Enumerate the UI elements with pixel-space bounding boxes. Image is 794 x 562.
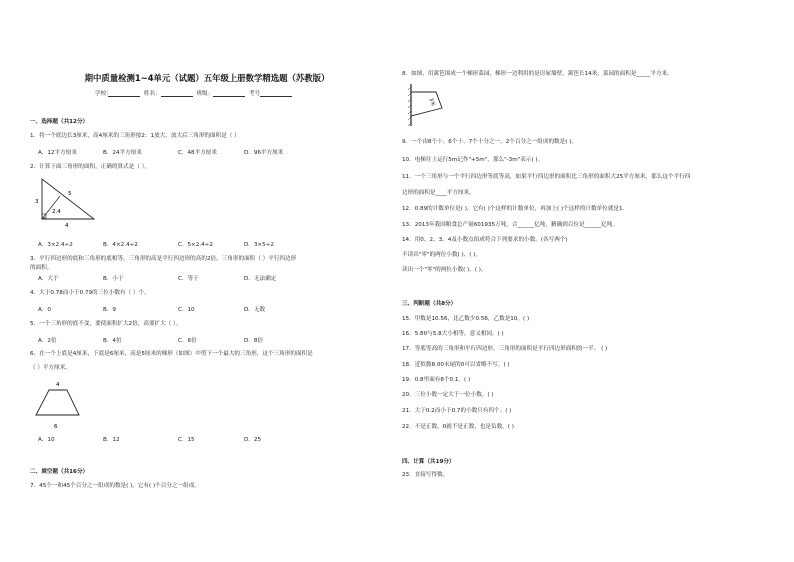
question-8: 8．如图，用篱笆围成一个梯形菜园，梯形一边利用的是房屋墙壁，篱笆长14米，菜园的面积是_____平方米。 [402, 71, 673, 77]
option: A．3×2.4÷2 [38, 242, 73, 248]
question-4: 4．大于0.78而小于0.79的三位小数有（ ）个。 [30, 290, 150, 296]
question-20: 20．三位小数一定大于一位小数。( ) [402, 392, 494, 398]
page-title: 期中质量检测1~4单元（试题）五年级上册数学精选题（苏教版） [84, 73, 330, 83]
class-label: 班级： [196, 91, 214, 97]
option: B．4×2.4÷2 [103, 242, 138, 248]
trapezoid-figure [34, 380, 82, 430]
option: A．10 [38, 437, 55, 443]
section-fill-heading: 二、填空题（共16分） [30, 469, 89, 475]
question-2: 2．计算下面三角形的面积，正确的算式是（ ）。 [30, 164, 151, 170]
student-info-row [95, 89, 294, 97]
option: C．15 [178, 437, 195, 443]
name-blank [161, 91, 193, 97]
question-21: 21．大于0.2而小于0.7的小数只有四个。( ) [402, 408, 512, 414]
question-14: 14．用0、2、3、4及小数点组成符合下列要求的小数。(各写两个) [402, 237, 568, 243]
question-15: 15．甲数是10.56，比乙数少0.56，乙数是10。( ) [402, 316, 530, 322]
question-16: 16．5.80与5.8大小相等，意义相同。( ) [402, 331, 504, 337]
question-10: 10．电梯往上运行5m记作"+5m"，那么"-3m"表示( )。 [402, 157, 544, 163]
question-11-line-2: 边形的面积是____平方厘米。 [402, 190, 475, 196]
option: D．无数 [244, 307, 266, 313]
section-calc-heading: 四、计算（共19分） [402, 459, 455, 465]
option: A．12平方厘米 [38, 150, 77, 156]
question-18: 18．近似数8.00末尾的0可以省略不写。( ) [402, 362, 510, 368]
question-17: 17．等底等高的三角形和平行四边形，三角形的面积是平行四边形面积的一半。 ( ) [402, 346, 608, 352]
question-12: 12．0.89的计数单位是( )，它有( )个这样的计数单位，再加上( )个这样的计数单位就是1. [402, 206, 625, 212]
option: C．5×2.4÷2 [178, 242, 213, 248]
question-13: 13．2013年我国粮食总产量601935万吨，合______亿吨，精确到百位是______亿吨。 [402, 222, 619, 228]
school-blank [108, 91, 140, 97]
section-choice-heading: 一、选择题（共12分） [30, 119, 89, 125]
exam-number-label: 考号 [249, 91, 261, 97]
height-label: 2.4 [52, 209, 61, 215]
option: B．小于 [103, 276, 124, 282]
option: C．48平方厘米 [178, 150, 217, 156]
side-label: 3 [35, 199, 39, 205]
option: B．4倍 [103, 338, 122, 344]
top-base-label: 4 [56, 382, 60, 388]
bottom-base-label: 6 [54, 424, 58, 430]
question-19: 19．0.8里面有8个0.1。( ) [402, 377, 471, 383]
option: C．等于 [178, 276, 199, 282]
section-judge-heading: 三、判断题（共8分） [402, 301, 457, 307]
option: A．0 [38, 307, 51, 313]
option: D．25 [244, 437, 262, 443]
question-1: 1．将一个底边长3厘米，高4厘米的三角形按2：1放大，放大后三角形的面积是（ ） [30, 133, 240, 139]
option: B．12 [103, 437, 120, 443]
name-label: 姓名： [143, 91, 161, 97]
question-23: 23．直接写得数。 [402, 472, 449, 478]
garden-trapezoid-figure [408, 82, 448, 130]
question-3-line-2: 的面积。 [30, 265, 53, 271]
option: B．9 [103, 307, 116, 313]
question-9: 9．一个由8个十、6个十、7个十分之一、2个百分之一组成的数是( )。 [402, 139, 577, 145]
question-14-part-a: 不读出"零"的两位小数( )、( )。 [402, 252, 481, 258]
option: D．3×5÷2 [244, 242, 274, 248]
question-14-part-b: 读出一个"零"的两位小数( )、( )。 [402, 267, 487, 273]
question-22: 22．不是正数，0就不是正数，也是负数。( ) [402, 424, 514, 430]
school-label: 学校: [95, 91, 109, 97]
side-label: 5 [68, 191, 72, 197]
question-6-line-1: 6．在一个上底是4厘米，下底是6厘米，高是5厘米的梯形（如图）中剪下一个最大的三角形，这个三角形的面积是 [30, 351, 313, 357]
option: D．8倍 [244, 338, 264, 344]
side-label: 4 [65, 223, 69, 229]
option: B．24平方厘米 [103, 150, 142, 156]
option: D．96平方厘米 [244, 150, 284, 156]
class-blank [213, 91, 245, 97]
option: A．大于 [38, 276, 59, 282]
option: A．2倍 [38, 338, 57, 344]
question-6-line-2: （ ）平方厘米。 [30, 365, 71, 371]
option: C．6倍 [178, 338, 197, 344]
height-label: 3米 [427, 97, 436, 108]
question-11-line-1: 11．一个三角形与一个平行四边形等底等高，如果平行四边形的面积比三角形的面积大25平方厘米，那么这个平行四 [402, 174, 691, 180]
exam-number-blank [260, 91, 292, 97]
question-3-line-1: 3．平行四边形的底和三角形的底相等，三角形的高是平行四边形的高的2倍，三角形的面积（ ）平行四边形 [30, 256, 297, 262]
option: C．10 [178, 307, 195, 313]
question-5: 5．一个三角形的底不变，要使面积扩大2倍，高要扩大（ ）。 [30, 321, 182, 327]
question-7: 7．45个一和45个百分之一组成的数是( )，它有( )个百分之一组成。 [30, 483, 200, 489]
right-triangle-figure [35, 175, 98, 229]
option: D．无法确定 [244, 276, 277, 282]
